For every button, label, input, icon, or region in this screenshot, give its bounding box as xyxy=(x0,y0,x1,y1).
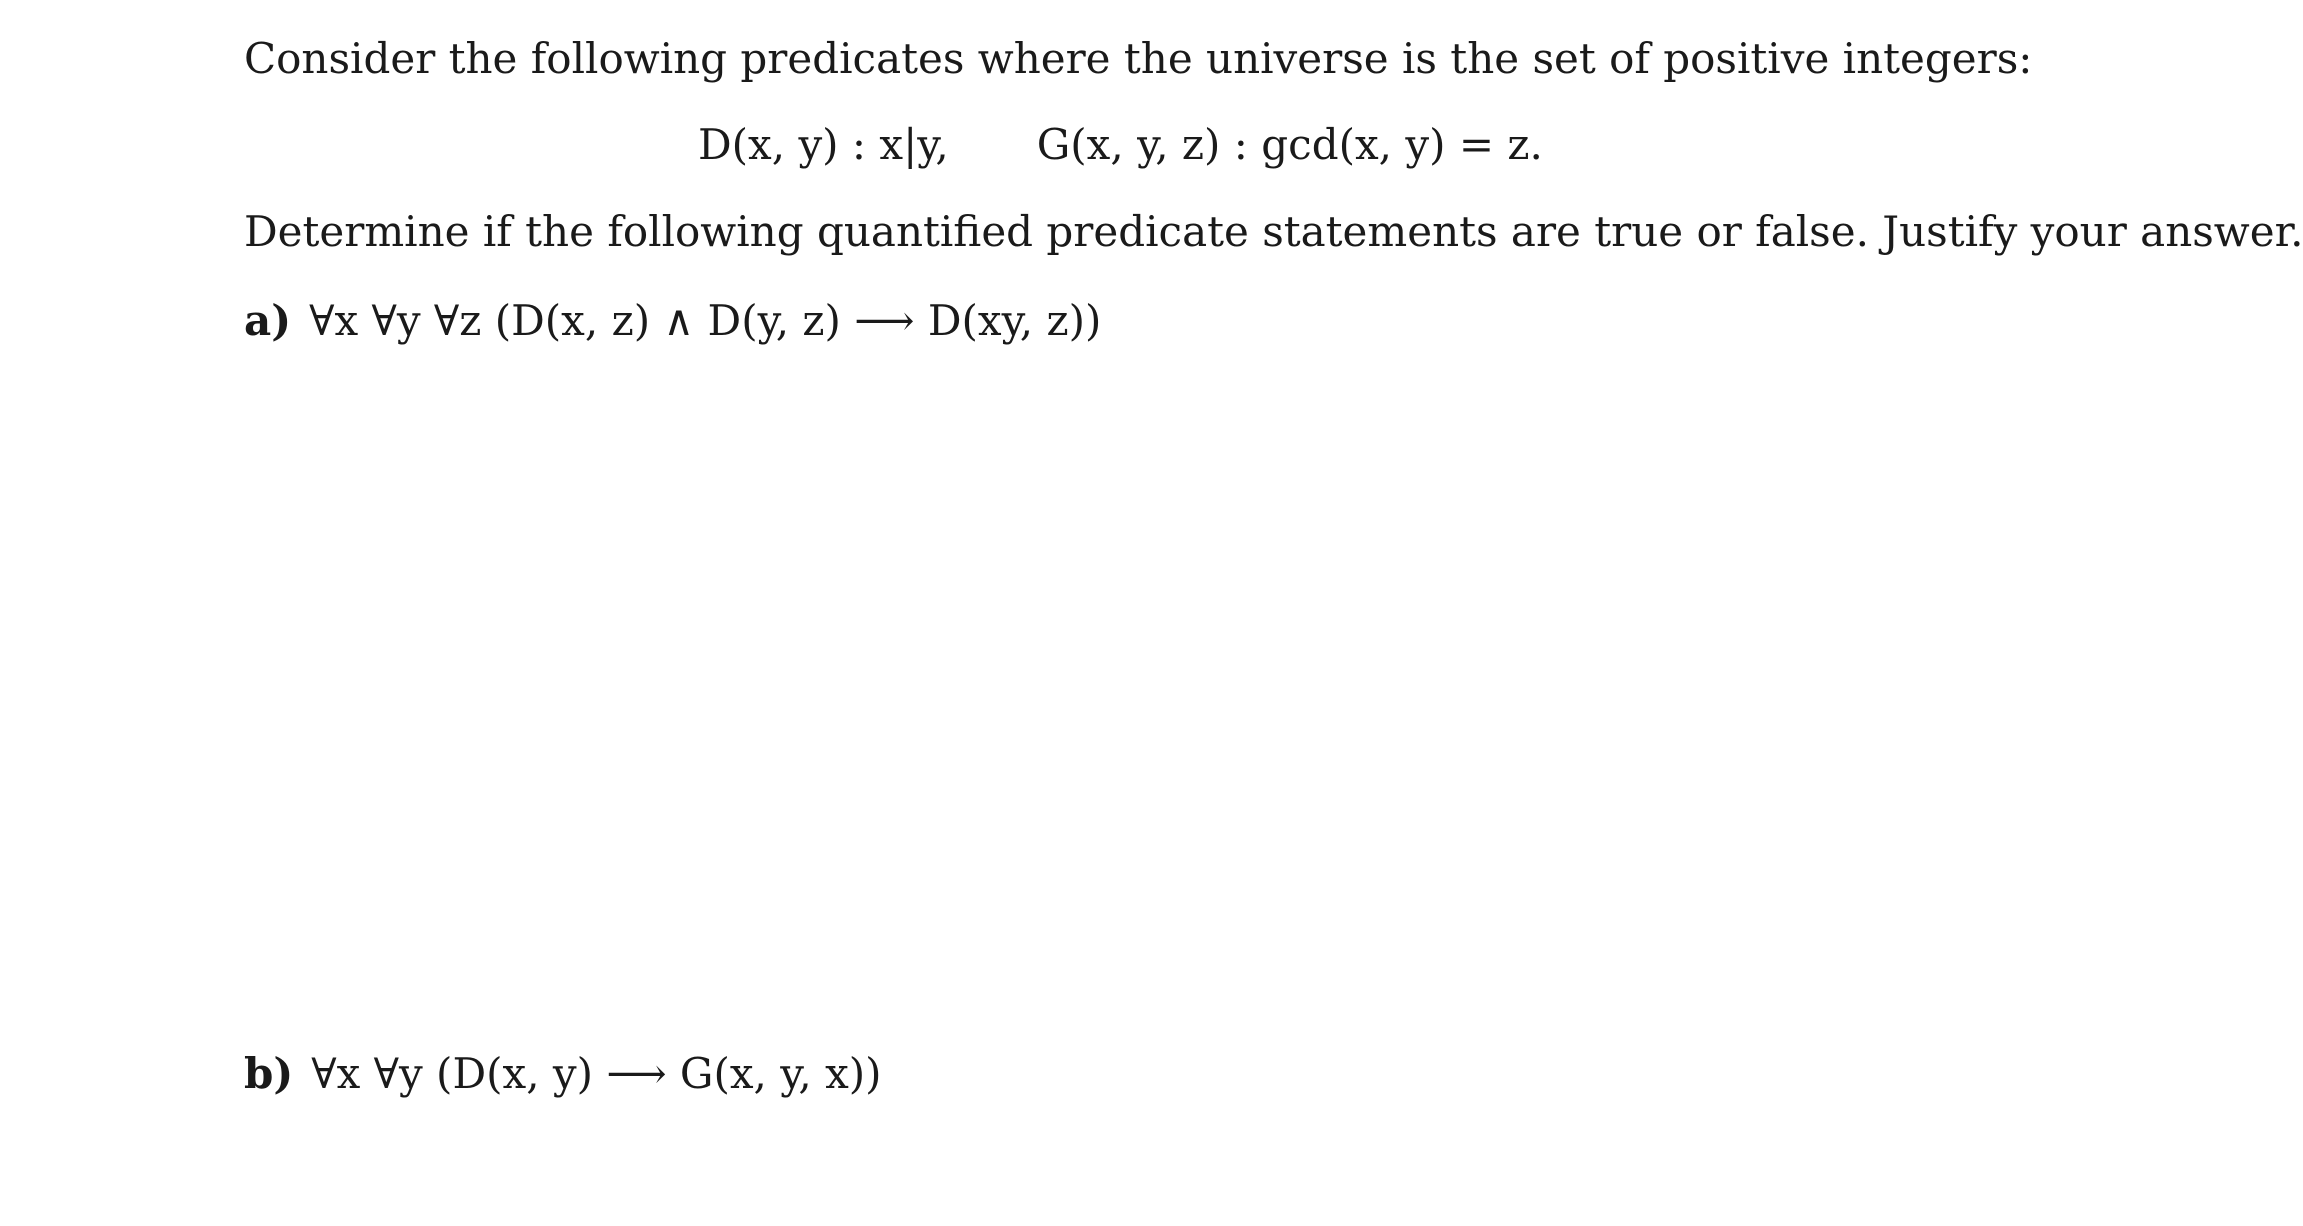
question-statement: ∀x ∀y ∀z (D(x, z) ∧ D(y, z) ⟶ D(xy, z)) xyxy=(309,296,1102,345)
intro-text: Consider the following predicates where the universe is the set of positive integers: xyxy=(244,34,2033,83)
question-statement: ∀x ∀y (D(x, y) ⟶ G(x, y, x)) xyxy=(311,1049,882,1098)
question-b xyxy=(244,1049,882,1098)
question-label: b) xyxy=(244,1049,294,1098)
instruction-text: Determine if the following quantified predicate statements are true or false. Justify your answer. xyxy=(244,207,2303,256)
divides-predicate-definition: D(x, y) : x|y, xyxy=(698,120,949,169)
gcd-predicate-definition: G(x, y, z) : gcd(x, y) = z. xyxy=(1036,120,1543,169)
question-a xyxy=(244,296,1102,345)
predicate-definitions xyxy=(698,120,1543,169)
question-label: a) xyxy=(244,296,292,345)
